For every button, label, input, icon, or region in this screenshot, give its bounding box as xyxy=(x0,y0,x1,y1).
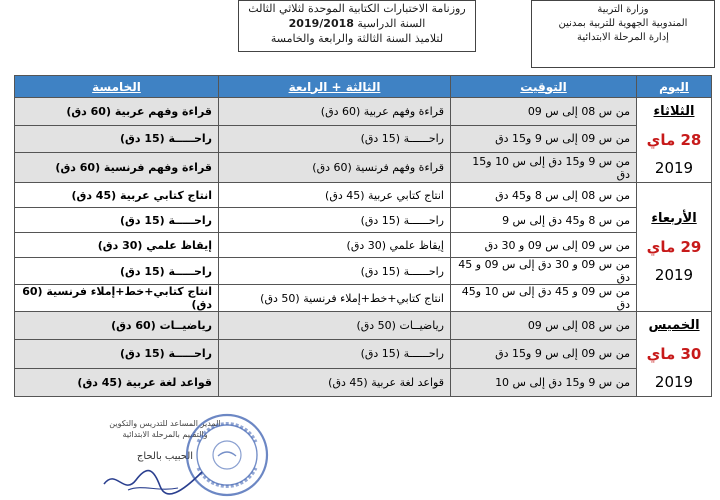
grade5-cell: رياضيــات (60 دق) xyxy=(15,312,219,340)
ministry-name: وزارة التربية xyxy=(597,4,649,15)
grade34-cell: رياضيــات (50 دق) xyxy=(219,312,451,340)
signatory-name: الحبيب بالحاج xyxy=(136,451,194,462)
table-row xyxy=(15,153,712,183)
grade5-cell: إيقاظ علمي (30 دق) xyxy=(15,233,219,258)
header-time: التوقيت xyxy=(451,76,637,98)
grade34-cell: راحــــــة (15 دق) xyxy=(219,340,451,368)
day-date: 30 ماي xyxy=(646,345,702,363)
grade34-cell: قراءة وفهم عربية (60 دق) xyxy=(219,98,451,126)
table-row xyxy=(15,258,712,285)
grade34-cell: إيقاظ علمي (30 دق) xyxy=(219,233,451,258)
header-grade5: الخامسة xyxy=(15,76,219,98)
day-cell-thursday xyxy=(637,312,712,397)
day-year: 2019 xyxy=(654,159,694,177)
table-row xyxy=(15,312,712,340)
time-cell: من س 08 إلى س 09 xyxy=(451,98,637,126)
grade34-cell: قواعد لغة عربية (45 دق) xyxy=(219,368,451,396)
grade5-cell: انتاج كتابي+خط+إملاء فرنسية (60 دق) xyxy=(15,285,219,312)
grade34-cell: انتاج كتابي+خط+إملاء فرنسية (50 دق) xyxy=(219,285,451,312)
signatory-title-line2: والتقييم بالمرحلة الابتدائية xyxy=(122,430,208,439)
time-cell: من س 09 و 30 دق إلى س 09 و 45 دق xyxy=(451,258,637,285)
grade5-cell: قواعد لغة عربية (45 دق) xyxy=(15,368,219,396)
header-ministry-box xyxy=(531,0,715,68)
day-year: 2019 xyxy=(654,266,694,284)
grade5-cell: راحـــــة (15 دق) xyxy=(15,258,219,285)
time-cell: من س 9 و15 دق إلى س 10 و15 دق xyxy=(451,153,637,183)
table-row xyxy=(15,125,712,153)
table-row xyxy=(15,183,712,208)
time-cell: من س 8 و45 دق إلى س 9 xyxy=(451,208,637,233)
table-row xyxy=(15,98,712,126)
day-date: 29 ماي xyxy=(646,238,702,256)
header-day: اليوم xyxy=(637,76,712,98)
time-cell: من س 09 و 45 دق إلى س 10 و45 دق xyxy=(451,285,637,312)
time-cell: من س 09 إلى س 9 و15 دق xyxy=(451,125,637,153)
time-cell: من س 9 و15 دق إلى س 10 xyxy=(451,368,637,396)
day-year: 2019 xyxy=(654,373,694,391)
grade5-cell: انتاج كتابي عربية (45 دق) xyxy=(15,183,219,208)
grade5-cell: راحـــــة (15 دق) xyxy=(15,208,219,233)
table-row xyxy=(15,233,712,258)
grade34-cell: قراءة وفهم فرنسية (60 دق) xyxy=(219,153,451,183)
school-year-label: السنة الدراسية xyxy=(357,17,426,30)
day-name: الثلاثاء xyxy=(653,104,695,119)
day-cell-tuesday xyxy=(637,98,712,183)
grade5-cell: راحـــــة (15 دق) xyxy=(15,125,219,153)
day-cell-wednesday xyxy=(637,183,712,312)
grade34-cell: راحــــــة (15 دق) xyxy=(219,208,451,233)
day-name: الأربعاء xyxy=(651,211,697,226)
table-header-row xyxy=(15,76,712,98)
time-cell: من س 08 إلى س 09 xyxy=(451,312,637,340)
header-grade34: الثالثة + الرابعة xyxy=(219,76,451,98)
day-date: 28 ماي xyxy=(646,131,702,149)
day-name: الخميس xyxy=(648,318,700,333)
school-year-line xyxy=(239,16,475,31)
grades-line: لتلاميذ السنة الثالثة والرابعة والخامسة xyxy=(270,32,444,45)
table-row xyxy=(15,208,712,233)
grade5-cell: قراءة وفهم عربية (60 دق) xyxy=(15,98,219,126)
table-row xyxy=(15,340,712,368)
exam-schedule-table xyxy=(14,75,712,397)
handwritten-signature-icon xyxy=(98,462,208,498)
grade5-cell: قراءة وفهم فرنسية (60 دق) xyxy=(15,153,219,183)
header-title-box xyxy=(238,0,476,52)
grade5-cell: راحـــــة (15 دق) xyxy=(15,340,219,368)
table-row xyxy=(15,368,712,396)
grade34-cell: راحــــــة (15 دق) xyxy=(219,125,451,153)
school-year-value: 2019/2018 xyxy=(288,17,354,30)
signatory-title-line1: المدير المساعد للتدريس والتكوين xyxy=(109,419,221,428)
primary-admin: إدارة المرحلة الابتدائية xyxy=(577,32,669,43)
regional-office: المندوبية الجهوية للتربية بمدنين xyxy=(558,18,688,29)
table-row xyxy=(15,285,712,312)
grade34-cell: راحــــــة (15 دق) xyxy=(219,258,451,285)
time-cell: من س 09 إلى س 9 و15 دق xyxy=(451,340,637,368)
grade34-cell: انتاج كتابي عربية (45 دق) xyxy=(219,183,451,208)
time-cell: من س 09 إلى س 09 و 30 دق xyxy=(451,233,637,258)
exam-calendar-title: روزنامة الاختبارات الكتابية الموحدة لثلاثي الثالث xyxy=(248,2,466,15)
time-cell: من س 08 إلى س 8 و45 دق xyxy=(451,183,637,208)
